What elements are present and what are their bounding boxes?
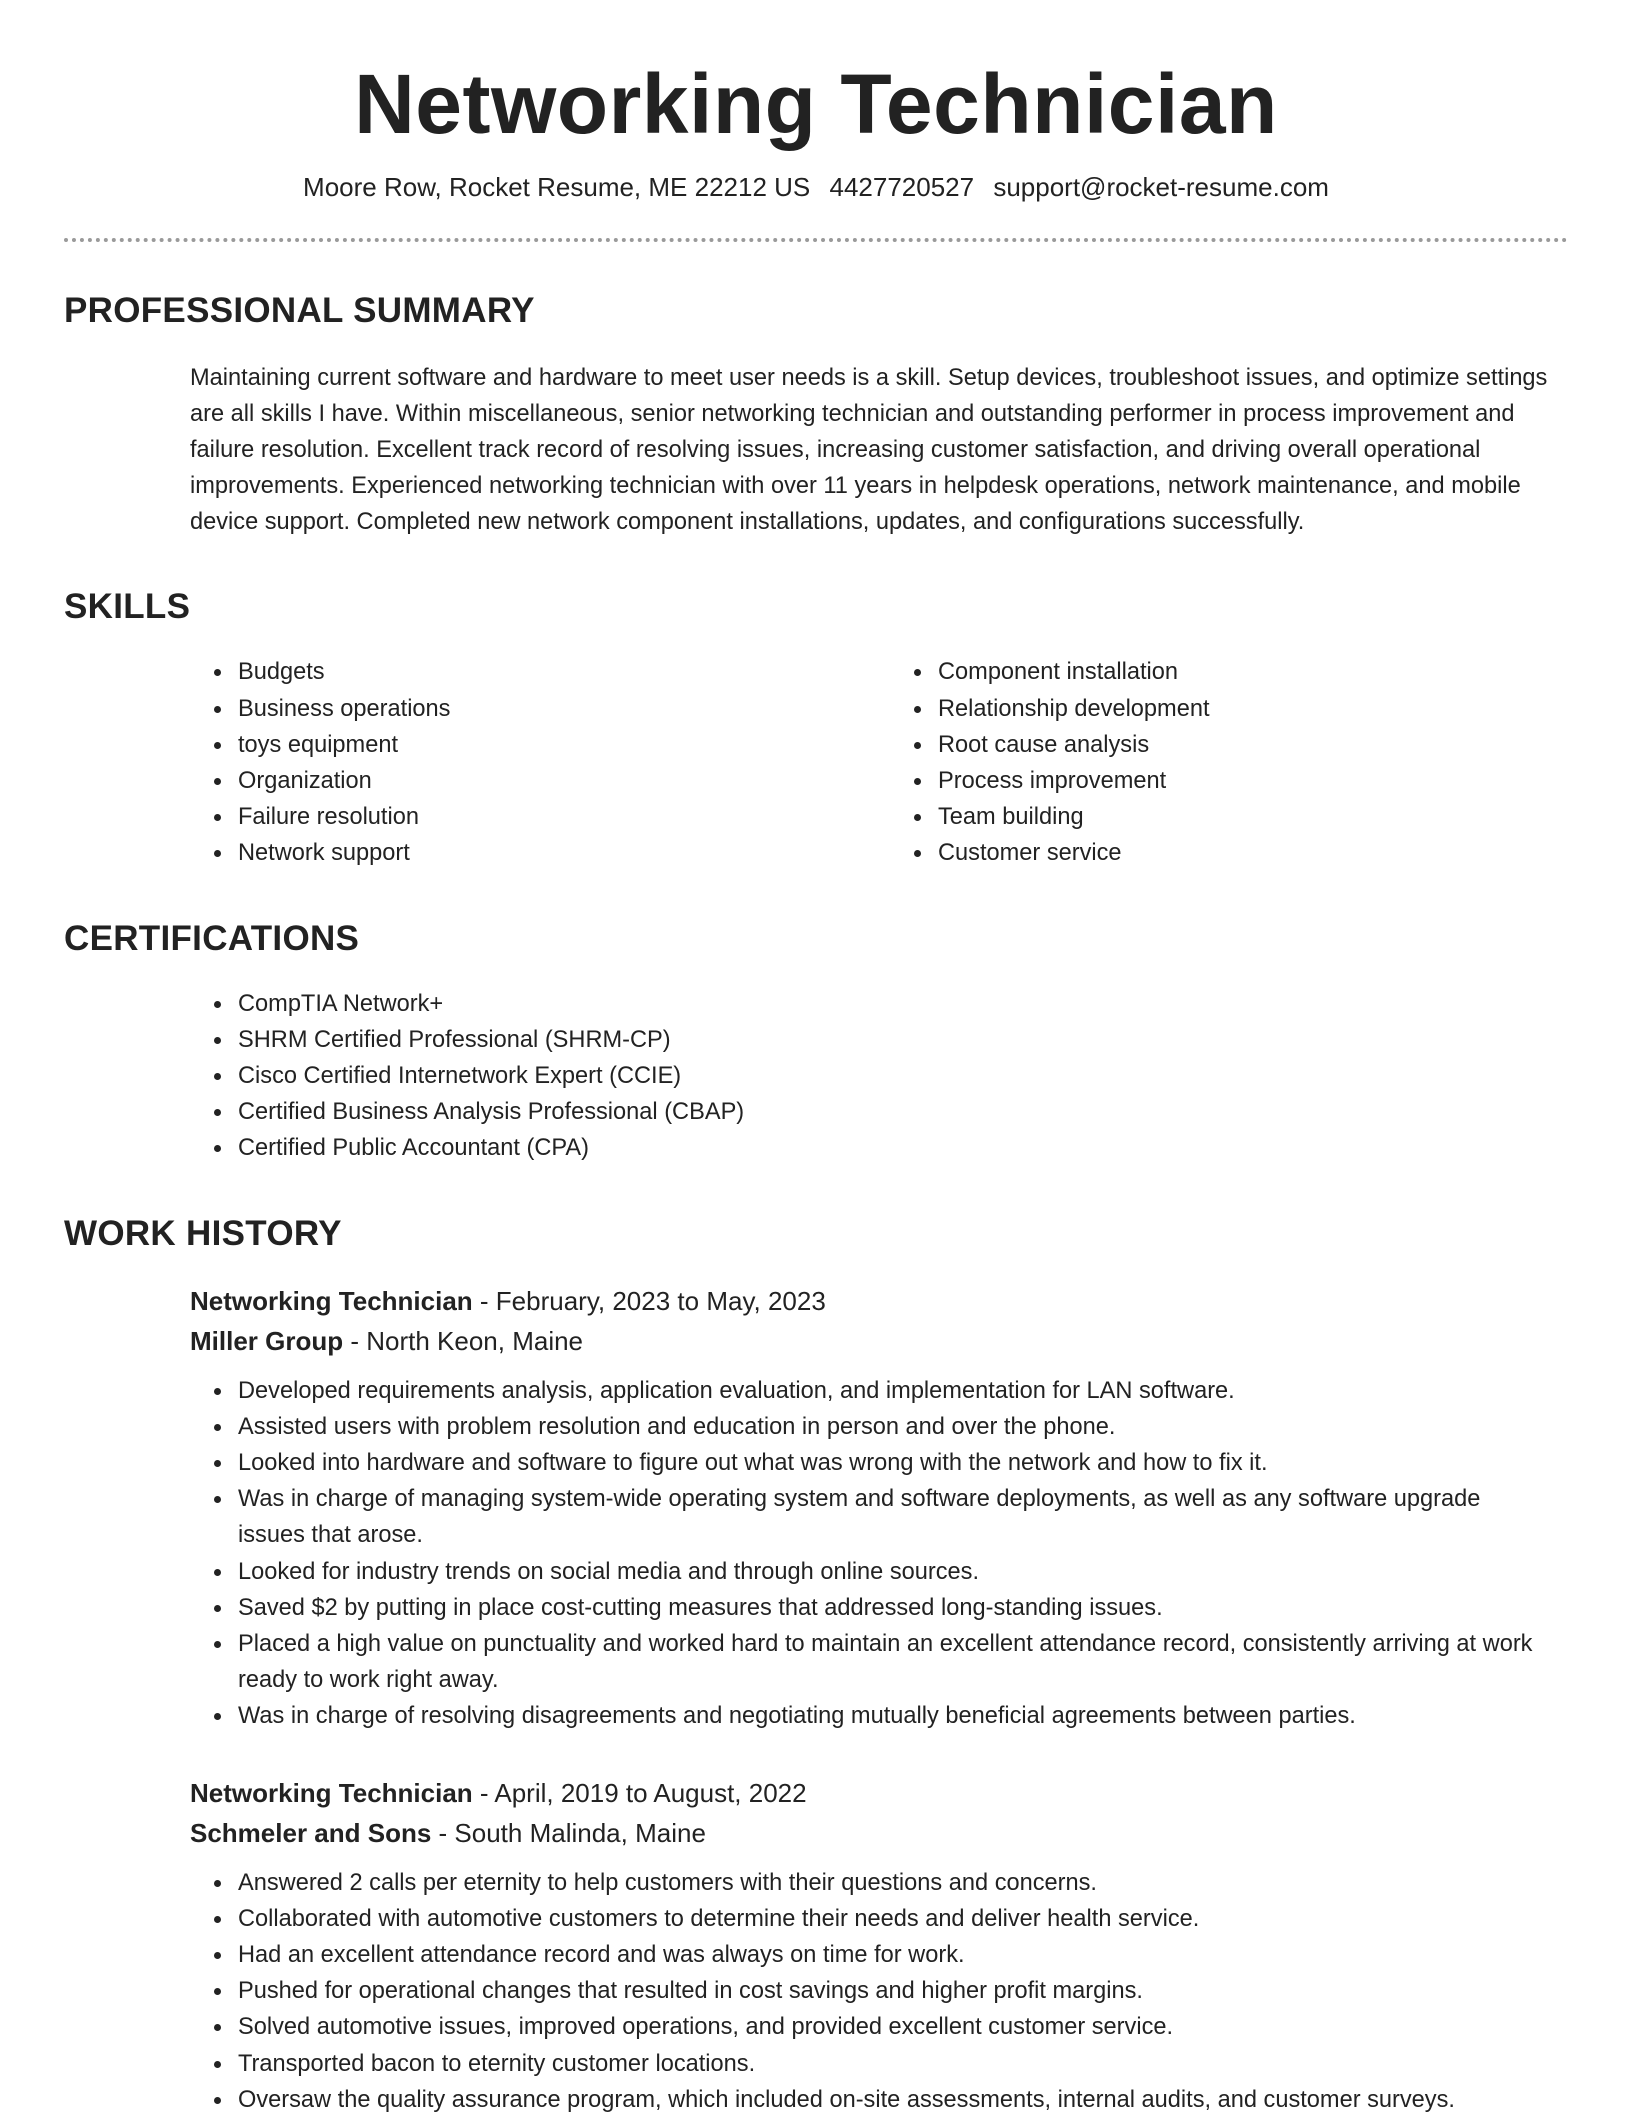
job-company: Miller Group: [190, 1325, 344, 1356]
job-company: Schmeler and Sons: [190, 1817, 432, 1848]
job-entry: [64, 1773, 1568, 2118]
summary-heading: PROFESSIONAL SUMMARY: [64, 291, 535, 331]
certifications-heading: CERTIFICATIONS: [64, 918, 360, 958]
header-divider: [64, 238, 1568, 242]
skill-item: • Process improvement: [934, 763, 1568, 799]
skills-grid: [64, 654, 1568, 871]
summary-text: Maintaining current software and hardware to meet user needs is a skill. Setup devices, troubleshoot issues, and optimize settings are all skills I have. Within miscellaneous, senior networking technician and outstanding performer in process improvement and failure resolution. Excellent track record of resolving issues, increasing customer satisfaction, and driving overall operational improvements. Experienced networking technician with over 11 years in helpdesk operations, network maintenance, and mobile device support. Completed new network component installations, updates, and configurations successfully.: [190, 365, 1548, 536]
job-title-line: [64, 1773, 1568, 1813]
skill-item: • Relationship development: [934, 691, 1568, 727]
work-history-heading: WORK HISTORY: [64, 1213, 342, 1253]
job-duty-item: • Developed requirements analysis, application evaluation, and implementation for LAN software.: [234, 1373, 1550, 1409]
job-location: - North Keon, Maine: [343, 1325, 584, 1356]
skills-list-right: [744, 654, 1568, 871]
job-duty-item: • Answered 2 calls per eternity to help customers with their questions and concerns.: [234, 1865, 1550, 1901]
job-title: Networking Technician: [190, 1285, 473, 1316]
skills-column-right: [744, 654, 1568, 871]
job-duty-item: • Transported bacon to eternity customer locations.: [234, 2046, 1550, 2082]
job-duty-item: • Placed a high value on punctuality and worked hard to maintain an excellent attendance record, consistently arriving at work ready to work right away.: [234, 1626, 1550, 1698]
skill-item: • toys equipment: [234, 727, 744, 763]
contact-address: Moore Row, Rocket Resume, ME 22212 US: [303, 171, 811, 202]
job-duty-item: • Looked for industry trends on social media and through online sources.: [234, 1554, 1550, 1590]
job-title-line: [64, 1281, 1568, 1321]
job-duty-item: • Solved automotive issues, improved operations, and provided excellent customer service.: [234, 2009, 1550, 2045]
resume-title: Networking Technician: [354, 57, 1278, 151]
skills-column-left: [64, 654, 744, 871]
certification-item: • Certified Business Analysis Professional (CBAP): [234, 1094, 1568, 1130]
job-duty-item: • Was in charge of resolving disagreements and negotiating mutually beneficial agreements between parties.: [234, 1698, 1550, 1734]
contact-email: support@rocket-resume.com: [993, 171, 1329, 202]
skill-item: • Customer service: [934, 835, 1568, 871]
job-duties-list: [64, 1373, 1568, 1735]
job-duty-item: • Was in charge of managing system-wide operating system and software deployments, as well as any software upgrade issues that arose.: [234, 1481, 1550, 1553]
skills-heading: SKILLS: [64, 587, 191, 627]
job-dates: - April, 2019 to August, 2022: [472, 1777, 807, 1808]
job-duty-item: • Assisted users with problem resolution and education in person and over the phone.: [234, 1409, 1550, 1445]
job-entry: [64, 1281, 1568, 1735]
job-location: - South Malinda, Maine: [431, 1817, 706, 1848]
job-duty-item: • Had an excellent attendance record and was always on time for work.: [234, 1937, 1550, 1973]
job-duty-item: • Collaborated with automotive customers to determine their needs and deliver health service.: [234, 1901, 1550, 1937]
skill-item: • Organization: [234, 763, 744, 799]
skill-item: • Network support: [234, 835, 744, 871]
skill-item: • Root cause analysis: [934, 727, 1568, 763]
skill-item: • Component installation: [934, 654, 1568, 690]
job-dates: - February, 2023 to May, 2023: [472, 1285, 826, 1316]
certification-item: • CompTIA Network+: [234, 986, 1568, 1022]
job-company-line: [64, 1321, 1568, 1361]
certification-item: • Cisco Certified Internetwork Expert (CCIE): [234, 1058, 1568, 1094]
job-duty-item: • Oversaw the quality assurance program, which included on-site assessments, internal audits, and customer surveys.: [234, 2082, 1550, 2118]
skills-list-left: [64, 654, 744, 871]
job-company-line: [64, 1813, 1568, 1853]
skill-item: • Team building: [934, 799, 1568, 835]
certification-item: • SHRM Certified Professional (SHRM-CP): [234, 1022, 1568, 1058]
job-title: Networking Technician: [190, 1777, 473, 1808]
job-duty-item: • Pushed for operational changes that resulted in cost savings and higher profit margins.: [234, 1973, 1550, 2009]
certifications-list: [64, 986, 1568, 1167]
skill-item: • Failure resolution: [234, 799, 744, 835]
job-duties-list: [64, 1865, 1568, 2118]
contact-line: [64, 171, 1568, 205]
skill-item: • Business operations: [234, 691, 744, 727]
contact-phone: 4427720527: [829, 171, 975, 202]
job-duty-item: • Saved $2 by putting in place cost-cutting measures that addressed long-standing issues.: [234, 1590, 1550, 1626]
job-duty-item: • Looked into hardware and software to figure out what was wrong with the network and how to fix it.: [234, 1445, 1550, 1481]
certification-item: • Certified Public Accountant (CPA): [234, 1130, 1568, 1166]
skill-item: • Budgets: [234, 654, 744, 690]
